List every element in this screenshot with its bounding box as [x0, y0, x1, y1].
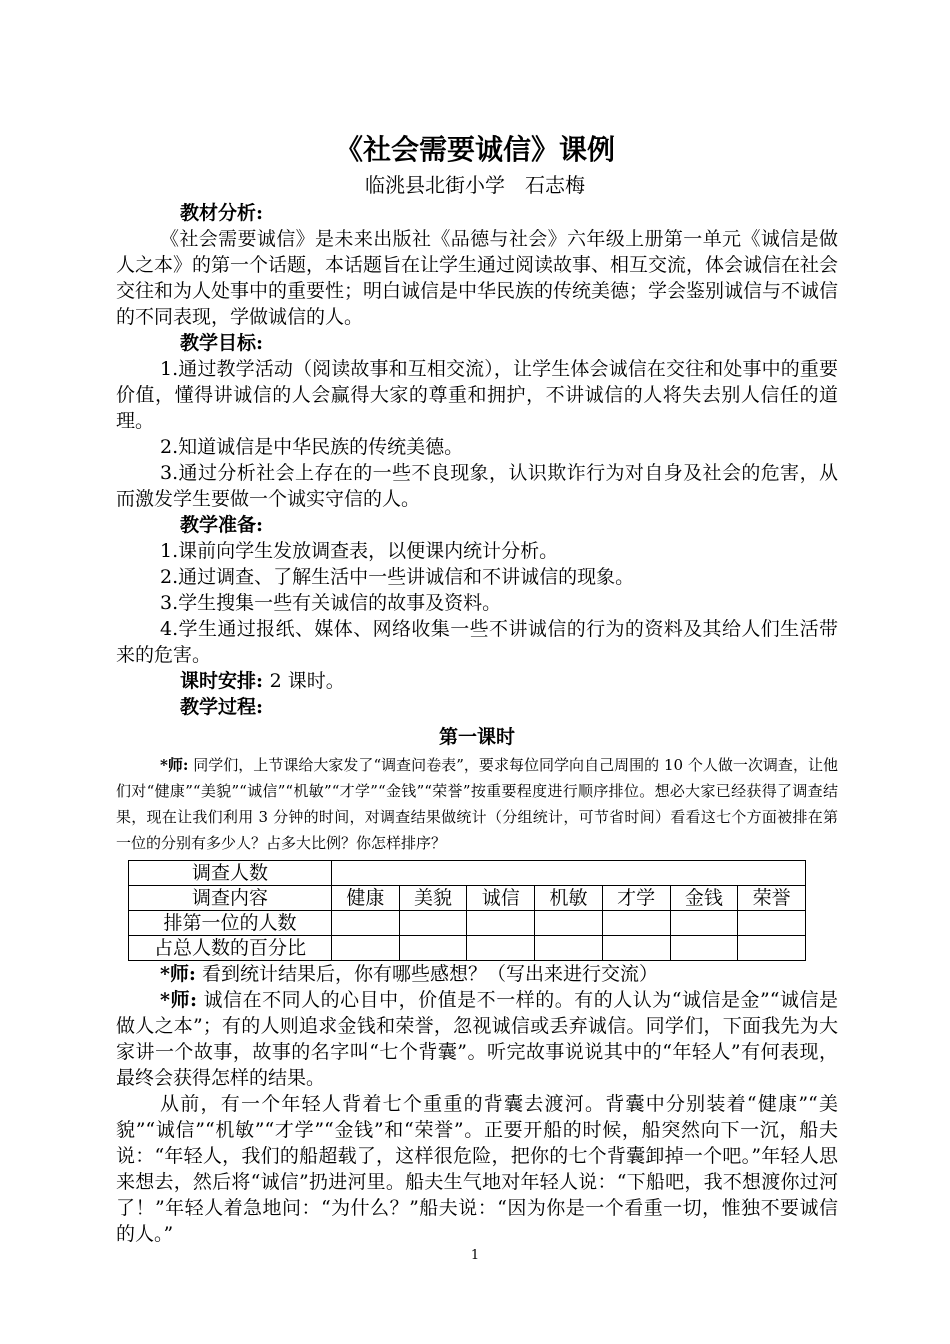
table-row [129, 911, 806, 936]
document-body [116, 200, 838, 1247]
author-line: 临洮县北街小学 石志梅 [365, 173, 585, 197]
prep-item-3: 3.学生搜集一些有关诚信的故事及资料。 [160, 592, 502, 614]
table-cell [738, 911, 806, 936]
teacher-text-3: 诚信在不同人的心目中，价值是不一样的。有的人认为“诚信是金”“诚信是做人之本”；有的人则追求金钱和荣誉，忽视诚信或丢弃诚信。同学们，下面我先为大家讲一个故事，故事的名字叫“七个背囊”。听完故事说说其中的“年轻人”有何表现，最终会获得怎样的结果。 [116, 989, 839, 1089]
page-number: 1 [470, 1248, 480, 1263]
column-header: 美貌 [399, 886, 467, 911]
section-heading-process: 教学过程: [180, 696, 264, 718]
column-header: 荣誉 [738, 886, 806, 911]
table-cell [332, 911, 400, 936]
table-cell [332, 936, 400, 961]
teacher-paragraph-2 [116, 961, 838, 987]
row-label-survey-count: 调查人数 [129, 861, 332, 886]
prep-item-2: 2.通过调查、了解生活中一些讲诚信和不讲诚信的现象。 [160, 566, 635, 588]
table-cell [399, 936, 467, 961]
column-header: 才学 [602, 886, 670, 911]
table-cell [467, 936, 535, 961]
row-label-survey-content: 调查内容 [129, 886, 332, 911]
row-label-percentage: 占总人数的百分比 [129, 936, 332, 961]
teacher-label: *师: [160, 963, 196, 985]
table-cell [602, 911, 670, 936]
section-heading-teaching-goals: 教学目标: [180, 332, 264, 354]
column-header: 诚信 [467, 886, 535, 911]
teacher-paragraph-3 [116, 987, 838, 1091]
table-row [129, 861, 806, 886]
table-cell [467, 911, 535, 936]
schedule-value: 2 课时。 [269, 670, 345, 692]
table-row [129, 936, 806, 961]
goal-item-2: 2.知道诚信是中华民族的传统美德。 [160, 436, 464, 458]
goal-item-1: 1.通过教学活动（阅读故事和互相交流），让学生体会诚信在交往和处事中的重要价值，懂得讲诚信的人会赢得大家的尊重和拥护，不讲诚信的人将失去别人信任的道理。 [116, 358, 838, 432]
teacher-intro-paragraph [116, 752, 838, 856]
table-cell [332, 861, 806, 886]
teacher-text-2: 看到统计结果后，你有哪些感想？（写出来进行交流） [202, 963, 659, 985]
goal-item-3: 3.通过分析社会上存在的一些不良现象，认识欺诈行为对自身及社会的危害，从而激发学生要做一个诚实守信的人。 [116, 462, 838, 510]
story-paragraph: 从前，有一个年轻人背着七个重重的背囊去渡河。背囊中分别装着“健康”“美貌”“诚信”“机敏”“才学”“金钱”和“荣誉”。正要开船的时候，船突然向下一沉，船夫说：“年轻人，我们的船超载了，这样很危险，把你的七个背囊卸掉一个吧。”年轻人思来想去，然后将“诚信”扔进河里。船夫生气地对年轻人说：“下船吧，我不想渡你过河了！”年轻人着急地问：“为什么？”船夫说：“因为你是一个看重一切，惟独不要诚信的人。” [116, 1093, 838, 1245]
section-heading-preparation: 教学准备: [180, 514, 264, 536]
column-header: 机敏 [535, 886, 603, 911]
teacher-label: *师: [160, 756, 189, 774]
section-heading-schedule [116, 668, 838, 694]
row-label-first-place-count: 排第一位的人数 [129, 911, 332, 936]
survey-table [128, 860, 806, 961]
section-heading-material-analysis: 教材分析: [180, 202, 264, 224]
prep-item-1: 1.课前向学生发放调查表，以便课内统计分析。 [160, 540, 559, 562]
teacher-intro-text: 同学们，上节课给大家发了“调查问卷表”，要求每位同学向自己周围的 10 个人做一次调查，让他们对“健康”“美貌”“诚信”“机敏”“才学”“金钱”“荣誉”按重要程度进行顺序排位。想必大家已经获得了调查结果，现在让我们利用 3 分钟的时间，对调查结果做统计（分组统计，可节省时间）看看这七个方面被排在第一位的分别有多少人？占多大比例？你怎样排序？ [116, 756, 838, 852]
schedule-label: 课时安排: [180, 670, 264, 692]
teacher-label: *师: [160, 989, 197, 1011]
table-row [129, 886, 806, 911]
column-header: 金钱 [670, 886, 738, 911]
material-analysis-text: 《社会需要诚信》是未来出版社《品德与社会》六年级上册第一单元《诚信是做人之本》的第一个话题，本话题旨在让学生通过阅读故事、相互交流，体会诚信在社会交往和为人处事中的重要性；明白诚信是中华民族的传统美德；学会鉴别诚信与不诚信的不同表现，学做诚信的人。 [116, 228, 839, 328]
table-cell [602, 936, 670, 961]
table-cell [670, 936, 738, 961]
table-cell [535, 936, 603, 961]
page-title: 《社会需要诚信》课例 [334, 133, 615, 166]
table-cell [399, 911, 467, 936]
column-header: 健康 [332, 886, 400, 911]
lesson-title: 第一课时 [438, 726, 515, 748]
prep-item-4: 4.学生通过报纸、媒体、网络收集一些不讲诚信的行为的资料及其给人们生活带来的危害。 [116, 618, 838, 666]
table-cell [738, 936, 806, 961]
table-cell [535, 911, 603, 936]
table-cell [670, 911, 738, 936]
